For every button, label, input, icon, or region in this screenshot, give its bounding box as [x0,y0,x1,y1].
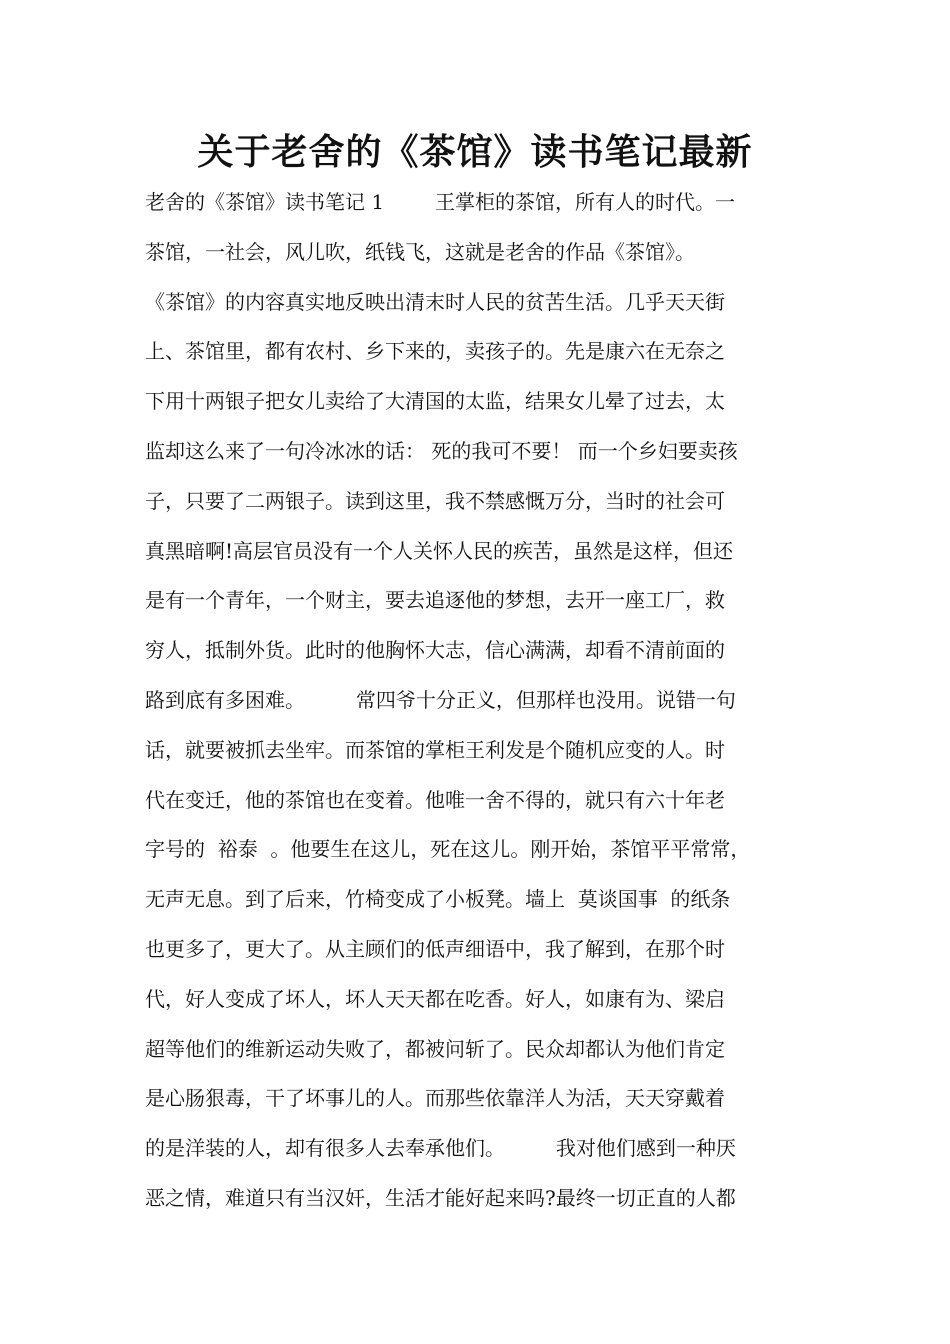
text-line: 恶之情，难道只有当汉奸，生活才能好起来吗?最终一切正直的人都 [145,1185,736,1210]
text-line: 超等他们的维新运动失败了，都被问斩了。民众却都认为他们肯定 [145,1036,725,1061]
text-line: 的是洋装的人，却有很多人去奉承他们。 我对他们感到一种厌 [145,1136,736,1161]
body-text [145,178,825,1224]
text-line: 穷人，抵制外货。此时的他胸怀大志，信心满满，却看不清前面的 [145,638,725,663]
text-line: 无声无息。到了后来，竹椅变成了小板凳。墙上 莫谈国事 的纸条 [145,887,731,912]
text-line: 路到底有多困难。 常四爷十分正义，但那样也没用。说错一句 [145,687,736,712]
text-line: 真黑暗啊!高层官员没有一个人关怀人民的疾苦，虽然是这样，但还 [145,538,734,563]
text-line: 代在变迁，他的茶馆也在变着。他唯一舍不得的，就只有六十年老 [145,787,725,812]
text-line: 老舍的《茶馆》读书笔记 1 王掌柜的茶馆，所有人的时代。一 [145,190,735,214]
text-line: 《茶馆》的内容真实地反映出清末时人民的贫苦生活。几乎天天街 [145,289,725,314]
text-line: 话，就要被抓去坐牢。而茶馆的掌柜王利发是个随机应变的人。时 [145,737,725,762]
text-line: 字号的 裕泰 。他要生在这儿，死在这儿。刚开始，茶馆平平常常， [145,837,751,862]
text-line: 茶馆，一社会，风儿吹，纸钱飞，这就是老舍的作品《茶馆》。 [145,239,695,264]
text-line: 是有一个青年，一个财主，要去追逐他的梦想，去开一座工厂，救 [145,588,725,613]
text-line: 也更多了，更大了。从主顾们的低声细语中，我了解到，在那个时 [145,936,725,961]
text-line: 代，好人变成了坏人，坏人天天都在吃香。好人，如康有为、梁启 [145,986,725,1011]
text-line: 上、茶馆里，都有农村、乡下来的，卖孩子的。先是康六在无奈之 [145,339,725,364]
document-title: 关于老舍的《茶馆》读书笔记最新 [197,132,753,173]
text-line: 监却这么来了一句冷冰冰的话： 死的我可不要！ 而一个乡妇要卖孩 [145,438,738,463]
text-line: 是心肠狠毒，干了坏事儿的人。而那些依靠洋人为活，天天穿戴着 [145,1086,725,1111]
text-line: 子，只要了二两银子。读到这里，我不禁感慨万分，当时的社会可 [145,488,725,513]
text-line: 下用十两银子把女儿卖给了大清国的太监，结果女儿晕了过去，太 [145,389,725,414]
